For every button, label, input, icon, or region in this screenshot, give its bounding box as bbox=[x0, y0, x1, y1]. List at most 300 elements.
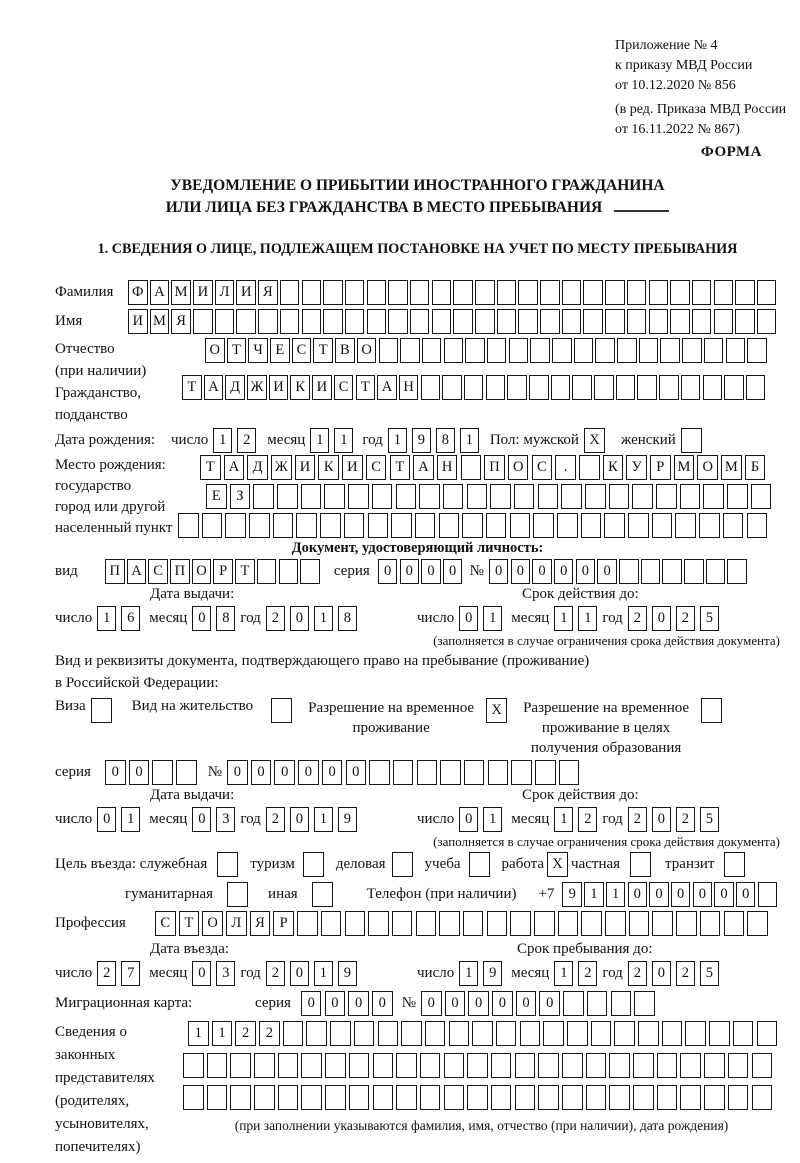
char-box[interactable]: 2 bbox=[628, 961, 647, 986]
char-box[interactable] bbox=[321, 911, 342, 936]
char-box[interactable] bbox=[726, 338, 746, 363]
char-box[interactable] bbox=[464, 760, 485, 785]
char-box[interactable]: О bbox=[192, 559, 212, 584]
char-box[interactable]: 1 bbox=[483, 807, 502, 832]
char-box[interactable] bbox=[392, 911, 413, 936]
char-box[interactable] bbox=[236, 309, 256, 334]
visa-checkbox[interactable] bbox=[91, 698, 112, 723]
char-box[interactable]: 9 bbox=[338, 961, 357, 986]
char-box[interactable]: 2 bbox=[676, 961, 695, 986]
char-box[interactable] bbox=[152, 760, 173, 785]
char-box[interactable] bbox=[497, 309, 517, 334]
char-box[interactable] bbox=[724, 911, 745, 936]
char-box[interactable]: 1 bbox=[188, 1021, 209, 1046]
char-box[interactable] bbox=[649, 280, 669, 305]
char-box[interactable] bbox=[563, 991, 584, 1016]
char-box[interactable] bbox=[627, 280, 647, 305]
char-box[interactable] bbox=[215, 309, 235, 334]
char-box[interactable] bbox=[257, 559, 277, 584]
char-box[interactable] bbox=[202, 513, 223, 538]
purpose-official-checkbox[interactable] bbox=[217, 852, 238, 877]
char-box[interactable] bbox=[706, 559, 726, 584]
char-box[interactable] bbox=[320, 513, 341, 538]
char-box[interactable]: 8 bbox=[436, 428, 455, 453]
purpose-tourism-checkbox[interactable] bbox=[303, 852, 324, 877]
char-box[interactable]: 0 bbox=[192, 606, 211, 631]
char-box[interactable] bbox=[540, 309, 560, 334]
purpose-private-checkbox[interactable] bbox=[630, 852, 651, 877]
char-box[interactable] bbox=[230, 1085, 251, 1110]
char-box[interactable] bbox=[417, 760, 438, 785]
char-box[interactable]: 0 bbox=[532, 559, 552, 584]
char-box[interactable] bbox=[254, 1085, 275, 1110]
char-box[interactable] bbox=[283, 1021, 304, 1046]
char-box[interactable]: Ф bbox=[128, 280, 148, 305]
char-box[interactable] bbox=[388, 309, 408, 334]
char-box[interactable] bbox=[444, 1053, 465, 1078]
char-box[interactable] bbox=[652, 513, 673, 538]
char-box[interactable]: 0 bbox=[443, 559, 463, 584]
char-box[interactable] bbox=[681, 375, 701, 400]
char-box[interactable]: 1 bbox=[606, 882, 626, 907]
char-box[interactable] bbox=[585, 484, 606, 509]
char-box[interactable] bbox=[254, 1053, 275, 1078]
char-box[interactable] bbox=[617, 338, 637, 363]
char-box[interactable]: 0 bbox=[421, 991, 442, 1016]
char-box[interactable] bbox=[628, 513, 649, 538]
char-box[interactable] bbox=[415, 513, 436, 538]
char-box[interactable]: 0 bbox=[346, 760, 367, 785]
char-box[interactable]: 0 bbox=[671, 882, 691, 907]
char-box[interactable]: 6 bbox=[121, 606, 140, 631]
char-box[interactable] bbox=[302, 280, 322, 305]
char-box[interactable] bbox=[368, 911, 389, 936]
char-box[interactable]: 9 bbox=[412, 428, 431, 453]
char-box[interactable] bbox=[551, 375, 571, 400]
char-box[interactable]: И bbox=[128, 309, 148, 334]
char-box[interactable] bbox=[583, 280, 603, 305]
char-box[interactable] bbox=[692, 309, 712, 334]
char-box[interactable]: 1 bbox=[460, 428, 479, 453]
char-box[interactable]: 2 bbox=[97, 961, 116, 986]
char-box[interactable] bbox=[634, 991, 655, 1016]
char-box[interactable]: И bbox=[193, 280, 213, 305]
char-box[interactable]: 0 bbox=[714, 882, 734, 907]
char-box[interactable] bbox=[530, 338, 550, 363]
purpose-business-checkbox[interactable] bbox=[392, 852, 413, 877]
char-box[interactable] bbox=[422, 338, 442, 363]
char-box[interactable] bbox=[637, 375, 657, 400]
char-box[interactable] bbox=[757, 280, 777, 305]
char-box[interactable] bbox=[709, 1021, 730, 1046]
char-box[interactable] bbox=[345, 280, 365, 305]
char-box[interactable] bbox=[629, 911, 650, 936]
char-box[interactable]: И bbox=[269, 375, 289, 400]
char-box[interactable] bbox=[649, 309, 669, 334]
char-box[interactable] bbox=[619, 559, 639, 584]
sex-female-checkbox[interactable] bbox=[681, 428, 702, 453]
char-box[interactable]: 2 bbox=[628, 807, 647, 832]
char-box[interactable]: 0 bbox=[693, 882, 713, 907]
char-box[interactable] bbox=[632, 484, 653, 509]
char-box[interactable]: 5 bbox=[700, 807, 719, 832]
char-box[interactable]: О bbox=[202, 911, 223, 936]
char-box[interactable]: Р bbox=[213, 559, 233, 584]
char-box[interactable] bbox=[595, 338, 615, 363]
char-box[interactable] bbox=[559, 760, 580, 785]
char-box[interactable] bbox=[306, 1021, 327, 1046]
char-box[interactable] bbox=[540, 280, 560, 305]
char-box[interactable]: 2 bbox=[259, 1021, 280, 1046]
char-box[interactable]: 2 bbox=[266, 961, 285, 986]
purpose-transit-checkbox[interactable] bbox=[724, 852, 745, 877]
char-box[interactable] bbox=[486, 375, 506, 400]
char-box[interactable] bbox=[518, 280, 538, 305]
char-box[interactable]: Л bbox=[215, 280, 235, 305]
char-box[interactable]: 0 bbox=[736, 882, 756, 907]
char-box[interactable] bbox=[440, 760, 461, 785]
char-box[interactable] bbox=[354, 1021, 375, 1046]
char-box[interactable] bbox=[465, 338, 485, 363]
char-box[interactable]: Ж bbox=[247, 375, 267, 400]
char-box[interactable] bbox=[752, 1085, 773, 1110]
char-box[interactable] bbox=[538, 1085, 559, 1110]
char-box[interactable] bbox=[703, 375, 723, 400]
char-box[interactable]: 1 bbox=[213, 428, 232, 453]
char-box[interactable]: В bbox=[335, 338, 355, 363]
char-box[interactable]: 0 bbox=[251, 760, 272, 785]
char-box[interactable] bbox=[611, 991, 632, 1016]
char-box[interactable]: 0 bbox=[489, 559, 509, 584]
char-box[interactable] bbox=[747, 513, 768, 538]
char-box[interactable]: М bbox=[171, 280, 191, 305]
char-box[interactable] bbox=[670, 309, 690, 334]
char-box[interactable] bbox=[396, 484, 417, 509]
temp-permit-checkbox[interactable]: X bbox=[486, 698, 507, 723]
char-box[interactable] bbox=[581, 513, 602, 538]
residence-permit-checkbox[interactable] bbox=[271, 698, 292, 723]
char-box[interactable] bbox=[723, 513, 744, 538]
char-box[interactable] bbox=[439, 513, 460, 538]
char-box[interactable] bbox=[511, 760, 532, 785]
char-box[interactable]: И bbox=[342, 455, 363, 480]
char-box[interactable] bbox=[574, 338, 594, 363]
char-box[interactable] bbox=[464, 375, 484, 400]
char-box[interactable] bbox=[675, 513, 696, 538]
char-box[interactable] bbox=[662, 559, 682, 584]
char-box[interactable] bbox=[449, 1021, 470, 1046]
char-box[interactable] bbox=[401, 1021, 422, 1046]
char-box[interactable]: А bbox=[224, 455, 245, 480]
char-box[interactable] bbox=[704, 338, 724, 363]
char-box[interactable]: 2 bbox=[266, 807, 285, 832]
char-box[interactable] bbox=[302, 309, 322, 334]
char-box[interactable] bbox=[491, 1053, 512, 1078]
char-box[interactable]: 0 bbox=[649, 882, 669, 907]
char-box[interactable] bbox=[561, 484, 582, 509]
char-box[interactable] bbox=[425, 1021, 446, 1046]
char-box[interactable]: 1 bbox=[97, 606, 116, 631]
char-box[interactable] bbox=[604, 513, 625, 538]
char-box[interactable]: 0 bbox=[192, 961, 211, 986]
char-box[interactable]: 1 bbox=[554, 961, 573, 986]
char-box[interactable] bbox=[535, 760, 556, 785]
char-box[interactable] bbox=[391, 513, 412, 538]
char-box[interactable]: 8 bbox=[216, 606, 235, 631]
char-box[interactable] bbox=[367, 309, 387, 334]
purpose-other-checkbox[interactable] bbox=[312, 882, 333, 907]
char-box[interactable] bbox=[420, 1053, 441, 1078]
char-box[interactable] bbox=[487, 911, 508, 936]
char-box[interactable]: 5 bbox=[700, 606, 719, 631]
char-box[interactable] bbox=[692, 280, 712, 305]
char-box[interactable]: Н bbox=[399, 375, 419, 400]
char-box[interactable]: 0 bbox=[290, 606, 309, 631]
char-box[interactable]: Т bbox=[200, 455, 221, 480]
char-box[interactable] bbox=[475, 280, 495, 305]
char-box[interactable]: 2 bbox=[235, 1021, 256, 1046]
char-box[interactable]: О bbox=[508, 455, 529, 480]
char-box[interactable]: 0 bbox=[348, 991, 369, 1016]
char-box[interactable]: М bbox=[674, 455, 695, 480]
char-box[interactable] bbox=[614, 1021, 635, 1046]
char-box[interactable] bbox=[515, 1085, 536, 1110]
char-box[interactable] bbox=[670, 280, 690, 305]
char-box[interactable] bbox=[280, 280, 300, 305]
char-box[interactable] bbox=[444, 338, 464, 363]
char-box[interactable] bbox=[714, 280, 734, 305]
char-box[interactable] bbox=[249, 513, 270, 538]
char-box[interactable] bbox=[348, 484, 369, 509]
char-box[interactable] bbox=[515, 1053, 536, 1078]
char-box[interactable]: 9 bbox=[562, 882, 582, 907]
char-box[interactable] bbox=[638, 1021, 659, 1046]
char-box[interactable]: 0 bbox=[290, 961, 309, 986]
char-box[interactable]: 1 bbox=[388, 428, 407, 453]
char-box[interactable] bbox=[410, 309, 430, 334]
char-box[interactable] bbox=[416, 911, 437, 936]
char-box[interactable] bbox=[579, 455, 600, 480]
char-box[interactable] bbox=[273, 513, 294, 538]
char-box[interactable] bbox=[557, 513, 578, 538]
char-box[interactable] bbox=[183, 1053, 204, 1078]
char-box[interactable]: 8 bbox=[338, 606, 357, 631]
char-box[interactable] bbox=[518, 309, 538, 334]
char-box[interactable] bbox=[514, 484, 535, 509]
char-box[interactable] bbox=[183, 1085, 204, 1110]
char-box[interactable]: Л bbox=[226, 911, 247, 936]
char-box[interactable] bbox=[193, 309, 213, 334]
purpose-study-checkbox[interactable] bbox=[469, 852, 490, 877]
char-box[interactable]: 0 bbox=[511, 559, 531, 584]
char-box[interactable] bbox=[486, 513, 507, 538]
char-box[interactable] bbox=[453, 280, 473, 305]
char-box[interactable] bbox=[467, 1053, 488, 1078]
char-box[interactable]: 0 bbox=[325, 991, 346, 1016]
char-box[interactable]: Я bbox=[171, 309, 191, 334]
char-box[interactable] bbox=[581, 911, 602, 936]
char-box[interactable] bbox=[562, 280, 582, 305]
char-box[interactable] bbox=[278, 1085, 299, 1110]
char-box[interactable] bbox=[488, 760, 509, 785]
char-box[interactable] bbox=[510, 911, 531, 936]
char-box[interactable] bbox=[758, 882, 778, 907]
char-box[interactable]: 1 bbox=[314, 807, 333, 832]
char-box[interactable] bbox=[616, 375, 636, 400]
char-box[interactable]: И bbox=[312, 375, 332, 400]
char-box[interactable]: З bbox=[230, 484, 251, 509]
char-box[interactable] bbox=[728, 1085, 749, 1110]
char-box[interactable]: М bbox=[721, 455, 742, 480]
char-box[interactable] bbox=[684, 559, 704, 584]
char-box[interactable]: А bbox=[204, 375, 224, 400]
char-box[interactable]: С bbox=[532, 455, 553, 480]
char-box[interactable] bbox=[325, 1085, 346, 1110]
char-box[interactable]: 1 bbox=[314, 606, 333, 631]
char-box[interactable] bbox=[230, 1053, 251, 1078]
char-box[interactable] bbox=[594, 375, 614, 400]
char-box[interactable] bbox=[372, 484, 393, 509]
char-box[interactable]: 1 bbox=[554, 606, 573, 631]
char-box[interactable] bbox=[368, 513, 389, 538]
char-box[interactable] bbox=[682, 338, 702, 363]
char-box[interactable]: 1 bbox=[310, 428, 329, 453]
char-box[interactable] bbox=[491, 1085, 512, 1110]
char-box[interactable]: С bbox=[334, 375, 354, 400]
char-box[interactable]: 0 bbox=[459, 807, 478, 832]
char-box[interactable]: 0 bbox=[459, 606, 478, 631]
char-box[interactable] bbox=[323, 309, 343, 334]
char-box[interactable]: Я bbox=[250, 911, 271, 936]
char-box[interactable]: К bbox=[290, 375, 310, 400]
char-box[interactable]: 0 bbox=[445, 991, 466, 1016]
char-box[interactable]: 0 bbox=[516, 991, 537, 1016]
char-box[interactable] bbox=[400, 338, 420, 363]
char-box[interactable]: 0 bbox=[468, 991, 489, 1016]
char-box[interactable] bbox=[659, 375, 679, 400]
char-box[interactable]: П bbox=[105, 559, 125, 584]
char-box[interactable]: 3 bbox=[216, 807, 235, 832]
char-box[interactable]: 9 bbox=[338, 807, 357, 832]
char-box[interactable] bbox=[751, 484, 772, 509]
char-box[interactable]: 0 bbox=[227, 760, 248, 785]
char-box[interactable]: 1 bbox=[314, 961, 333, 986]
char-box[interactable]: Ч bbox=[248, 338, 268, 363]
char-box[interactable]: 9 bbox=[483, 961, 502, 986]
char-box[interactable] bbox=[520, 1021, 541, 1046]
char-box[interactable] bbox=[700, 911, 721, 936]
char-box[interactable] bbox=[680, 1085, 701, 1110]
char-box[interactable] bbox=[538, 484, 559, 509]
char-box[interactable] bbox=[280, 309, 300, 334]
char-box[interactable] bbox=[538, 1053, 559, 1078]
char-box[interactable]: Т bbox=[390, 455, 411, 480]
char-box[interactable] bbox=[534, 911, 555, 936]
char-box[interactable] bbox=[747, 911, 768, 936]
char-box[interactable] bbox=[609, 1085, 630, 1110]
char-box[interactable] bbox=[277, 484, 298, 509]
char-box[interactable]: Е bbox=[270, 338, 290, 363]
char-box[interactable] bbox=[253, 484, 274, 509]
char-box[interactable] bbox=[735, 309, 755, 334]
char-box[interactable] bbox=[660, 338, 680, 363]
char-box[interactable] bbox=[680, 484, 701, 509]
char-box[interactable] bbox=[278, 1053, 299, 1078]
char-box[interactable] bbox=[461, 455, 482, 480]
char-box[interactable] bbox=[633, 1085, 654, 1110]
char-box[interactable] bbox=[562, 309, 582, 334]
char-box[interactable] bbox=[396, 1085, 417, 1110]
char-box[interactable] bbox=[704, 1053, 725, 1078]
char-box[interactable]: 3 bbox=[216, 961, 235, 986]
char-box[interactable]: А bbox=[127, 559, 147, 584]
char-box[interactable] bbox=[324, 484, 345, 509]
char-box[interactable]: Т bbox=[235, 559, 255, 584]
char-box[interactable] bbox=[178, 513, 199, 538]
char-box[interactable] bbox=[396, 1053, 417, 1078]
char-box[interactable] bbox=[676, 911, 697, 936]
char-box[interactable]: Е bbox=[206, 484, 227, 509]
char-box[interactable] bbox=[432, 280, 452, 305]
char-box[interactable] bbox=[562, 1085, 583, 1110]
char-box[interactable]: 0 bbox=[400, 559, 420, 584]
char-box[interactable] bbox=[586, 1085, 607, 1110]
char-box[interactable] bbox=[301, 484, 322, 509]
char-box[interactable] bbox=[724, 375, 744, 400]
char-box[interactable]: 2 bbox=[578, 807, 597, 832]
char-box[interactable]: Ж bbox=[271, 455, 292, 480]
char-box[interactable] bbox=[279, 559, 299, 584]
char-box[interactable] bbox=[349, 1053, 370, 1078]
char-box[interactable]: 0 bbox=[539, 991, 560, 1016]
char-box[interactable]: 1 bbox=[121, 807, 140, 832]
char-box[interactable] bbox=[378, 1021, 399, 1046]
char-box[interactable] bbox=[345, 309, 365, 334]
char-box[interactable]: 0 bbox=[290, 807, 309, 832]
char-box[interactable] bbox=[509, 338, 529, 363]
char-box[interactable]: С bbox=[148, 559, 168, 584]
char-box[interactable]: С bbox=[155, 911, 176, 936]
char-box[interactable]: 0 bbox=[576, 559, 596, 584]
char-box[interactable]: П bbox=[484, 455, 505, 480]
purpose-work-checkbox[interactable]: X bbox=[547, 852, 568, 877]
char-box[interactable]: 1 bbox=[483, 606, 502, 631]
char-box[interactable]: 2 bbox=[676, 807, 695, 832]
char-box[interactable] bbox=[472, 1021, 493, 1046]
char-box[interactable]: Н bbox=[437, 455, 458, 480]
char-box[interactable]: Я bbox=[258, 280, 278, 305]
char-box[interactable] bbox=[757, 309, 777, 334]
char-box[interactable] bbox=[323, 280, 343, 305]
char-box[interactable] bbox=[605, 911, 626, 936]
char-box[interactable]: 2 bbox=[578, 961, 597, 986]
char-box[interactable] bbox=[453, 309, 473, 334]
char-box[interactable]: 2 bbox=[266, 606, 285, 631]
char-box[interactable] bbox=[367, 280, 387, 305]
char-box[interactable] bbox=[657, 1053, 678, 1078]
char-box[interactable] bbox=[727, 484, 748, 509]
char-box[interactable]: А bbox=[377, 375, 397, 400]
char-box[interactable] bbox=[300, 559, 320, 584]
char-box[interactable]: К bbox=[603, 455, 624, 480]
char-box[interactable]: Т bbox=[179, 911, 200, 936]
char-box[interactable]: У bbox=[626, 455, 647, 480]
char-box[interactable] bbox=[490, 484, 511, 509]
char-box[interactable] bbox=[467, 484, 488, 509]
char-box[interactable]: 0 bbox=[597, 559, 617, 584]
char-box[interactable] bbox=[609, 484, 630, 509]
char-box[interactable] bbox=[421, 375, 441, 400]
